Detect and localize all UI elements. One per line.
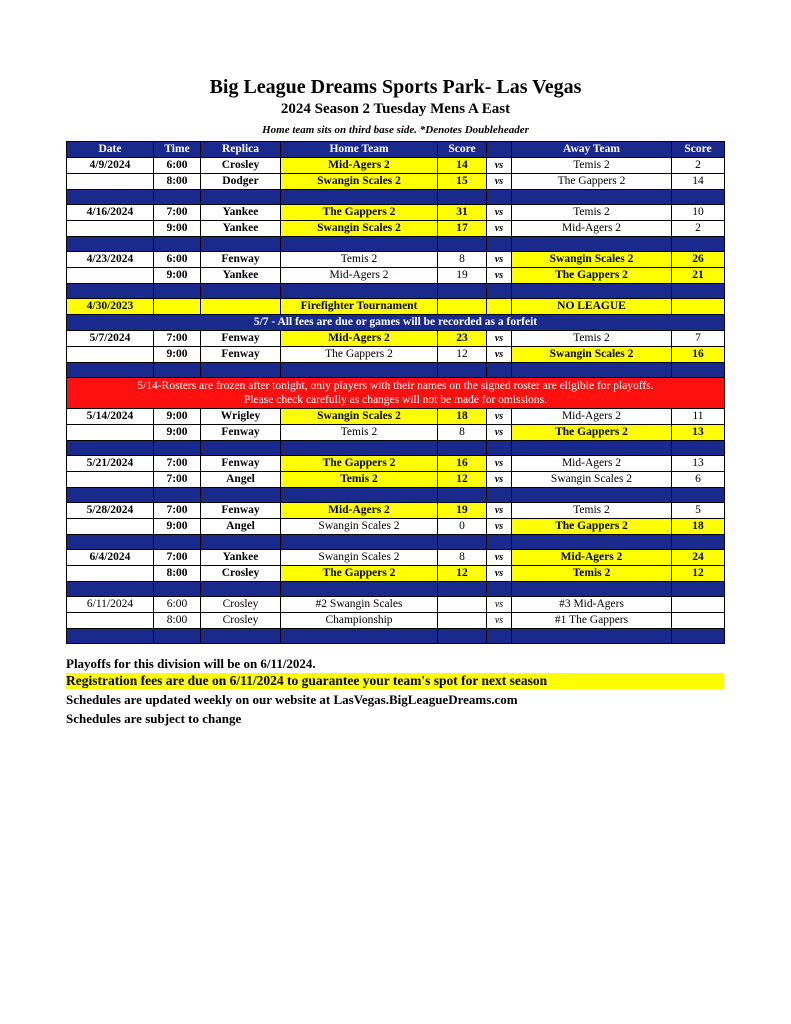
separator-cell	[281, 441, 438, 456]
away-score: 11	[672, 409, 725, 425]
home-score: 16	[438, 456, 487, 472]
game-replica: Angel	[201, 519, 281, 535]
separator-cell	[672, 582, 725, 597]
game-row	[67, 613, 725, 629]
separator-cell	[438, 629, 487, 644]
away-score: 6	[672, 472, 725, 488]
separator-cell	[67, 488, 154, 503]
game-row	[67, 550, 725, 566]
separator-cell	[201, 284, 281, 299]
page-title: Big League Dreams Sports Park- Las Vegas	[209, 76, 582, 98]
away-score: 13	[672, 425, 725, 441]
website-note: Schedules are updated weekly on our website at LasVegas.BigLeagueDreams.com	[66, 692, 518, 707]
game-row	[67, 221, 725, 237]
separator-cell	[67, 441, 154, 456]
separator-cell	[281, 488, 438, 503]
separator-cell	[438, 441, 487, 456]
separator-cell	[487, 237, 512, 252]
game-date	[67, 566, 154, 582]
separator-row	[67, 582, 725, 597]
vs-label: vs	[487, 174, 512, 190]
game-replica: Fenway	[201, 331, 281, 347]
home-team: Mid-Agers 2	[281, 503, 438, 519]
separator-row	[67, 535, 725, 550]
col-header-home-score: Score	[438, 142, 487, 158]
game-date: 6/11/2024	[67, 597, 154, 613]
away-score: 10	[672, 205, 725, 221]
separator-row	[67, 190, 725, 205]
separator-cell	[201, 582, 281, 597]
separator-cell	[672, 629, 725, 644]
separator-cell	[281, 284, 438, 299]
separator-cell	[438, 190, 487, 205]
away-team: Temis 2	[512, 331, 672, 347]
game-row	[67, 519, 725, 535]
separator-cell	[154, 190, 201, 205]
separator-cell	[154, 363, 201, 378]
game-row	[67, 252, 725, 268]
separator-cell	[67, 190, 154, 205]
separator-cell	[438, 363, 487, 378]
game-replica: Crosley	[201, 597, 281, 613]
separator-cell	[672, 535, 725, 550]
page-subtitle: 2024 Season 2 Tuesday Mens A East	[280, 101, 511, 117]
separator-cell	[154, 535, 201, 550]
separator-cell	[487, 629, 512, 644]
separator-cell	[67, 629, 154, 644]
separator-cell	[154, 629, 201, 644]
home-score: 8	[438, 425, 487, 441]
game-replica: Yankee	[201, 205, 281, 221]
away-score: 14	[672, 174, 725, 190]
tournament-event: Firefighter Tournament	[281, 299, 438, 315]
separator-row	[67, 237, 725, 252]
away-score: 7	[672, 331, 725, 347]
separator-cell	[487, 488, 512, 503]
game-date	[67, 221, 154, 237]
separator-cell	[201, 441, 281, 456]
game-replica: Crosley	[201, 158, 281, 174]
home-score: 8	[438, 550, 487, 566]
header-row	[67, 142, 725, 158]
separator-cell	[512, 582, 672, 597]
col-header-date: Date	[67, 142, 154, 158]
home-team: Swangin Scales 2	[281, 519, 438, 535]
home-score: 18	[438, 409, 487, 425]
away-team: Swangin Scales 2	[512, 252, 672, 268]
game-time: 9:00	[154, 519, 201, 535]
separator-cell	[154, 441, 201, 456]
away-score: 18	[672, 519, 725, 535]
away-team: Mid-Agers 2	[512, 550, 672, 566]
home-score: 17	[438, 221, 487, 237]
away-score: 21	[672, 268, 725, 284]
away-team: Mid-Agers 2	[512, 409, 672, 425]
home-score: 19	[438, 503, 487, 519]
game-row	[67, 268, 725, 284]
away-team: The Gappers 2	[512, 519, 672, 535]
home-score: 15	[438, 174, 487, 190]
roster-warning	[67, 378, 725, 409]
separator-cell	[512, 441, 672, 456]
vs-label: vs	[487, 425, 512, 441]
game-replica: Fenway	[201, 503, 281, 519]
home-team: The Gappers 2	[281, 566, 438, 582]
separator-cell	[512, 190, 672, 205]
fees-notice-row	[67, 315, 725, 331]
vs-label: vs	[487, 456, 512, 472]
empty-cell	[201, 299, 281, 315]
game-replica: Angel	[201, 472, 281, 488]
separator-cell	[438, 237, 487, 252]
separator-cell	[512, 363, 672, 378]
game-row	[67, 566, 725, 582]
game-date: 4/16/2024	[67, 205, 154, 221]
separator-cell	[487, 535, 512, 550]
home-team: The Gappers 2	[281, 456, 438, 472]
game-replica: Fenway	[201, 456, 281, 472]
separator-cell	[438, 535, 487, 550]
game-time: 9:00	[154, 425, 201, 441]
vs-label: vs	[487, 472, 512, 488]
empty-cell	[438, 299, 487, 315]
empty-cell	[154, 299, 201, 315]
separator-cell	[281, 363, 438, 378]
separator-cell	[438, 582, 487, 597]
vs-label: vs	[487, 268, 512, 284]
away-team: #3 Mid-Agers	[512, 597, 672, 613]
separator-cell	[672, 441, 725, 456]
home-score: 31	[438, 205, 487, 221]
separator-cell	[154, 237, 201, 252]
separator-cell	[281, 190, 438, 205]
home-score: 23	[438, 331, 487, 347]
col-header-vs	[487, 142, 512, 158]
separator-cell	[281, 535, 438, 550]
schedule-note: Home team sits on third base side. *Denotes Doubleheader	[262, 124, 529, 136]
game-row	[67, 503, 725, 519]
away-team: Temis 2	[512, 503, 672, 519]
home-team: The Gappers 2	[281, 347, 438, 363]
away-score: 26	[672, 252, 725, 268]
separator-cell	[67, 363, 154, 378]
vs-label: vs	[487, 158, 512, 174]
schedule-table	[66, 141, 725, 644]
tournament-row	[67, 299, 725, 315]
game-time: 9:00	[154, 221, 201, 237]
home-team: Temis 2	[281, 472, 438, 488]
home-team: Swangin Scales 2	[281, 550, 438, 566]
game-date	[67, 613, 154, 629]
separator-cell	[487, 582, 512, 597]
game-row	[67, 347, 725, 363]
home-score: 0	[438, 519, 487, 535]
separator-cell	[201, 190, 281, 205]
away-team: #1 The Gappers	[512, 613, 672, 629]
vs-label: vs	[487, 331, 512, 347]
playoffs-note: Playoffs for this division will be on 6/11/2024.	[66, 656, 316, 671]
fees-notice: 5/7 - All fees are due or games will be recorded as a forfeit	[67, 315, 725, 331]
game-row	[67, 472, 725, 488]
game-date	[67, 519, 154, 535]
separator-cell	[672, 284, 725, 299]
game-row	[67, 597, 725, 613]
away-team: The Gappers 2	[512, 268, 672, 284]
vs-label: vs	[487, 221, 512, 237]
game-replica: Yankee	[201, 268, 281, 284]
away-score: 16	[672, 347, 725, 363]
away-team: Swangin Scales 2	[512, 347, 672, 363]
home-team: Mid-Agers 2	[281, 268, 438, 284]
game-replica: Crosley	[201, 566, 281, 582]
separator-cell	[512, 488, 672, 503]
away-team: The Gappers 2	[512, 425, 672, 441]
game-date: 5/21/2024	[67, 456, 154, 472]
away-team: Swangin Scales 2	[512, 472, 672, 488]
home-score: 19	[438, 268, 487, 284]
game-time: 9:00	[154, 268, 201, 284]
separator-cell	[281, 629, 438, 644]
separator-cell	[281, 237, 438, 252]
game-row	[67, 409, 725, 425]
game-row	[67, 456, 725, 472]
home-team: Swangin Scales 2	[281, 409, 438, 425]
game-time: 7:00	[154, 472, 201, 488]
game-row	[67, 425, 725, 441]
schedule-body	[67, 142, 725, 644]
no-league-label: NO LEAGUE	[512, 299, 672, 315]
game-date	[67, 425, 154, 441]
game-row	[67, 331, 725, 347]
separator-cell	[281, 582, 438, 597]
separator-cell	[672, 237, 725, 252]
game-date	[67, 174, 154, 190]
game-replica: Wrigley	[201, 409, 281, 425]
game-time: 8:00	[154, 613, 201, 629]
game-time: 6:00	[154, 158, 201, 174]
home-team: The Gappers 2	[281, 205, 438, 221]
away-score: 24	[672, 550, 725, 566]
away-score: 13	[672, 456, 725, 472]
col-header-away-team: Away Team	[512, 142, 672, 158]
away-team: Temis 2	[512, 566, 672, 582]
separator-cell	[154, 582, 201, 597]
home-team: Swangin Scales 2	[281, 221, 438, 237]
game-date	[67, 268, 154, 284]
home-team: Mid-Agers 2	[281, 158, 438, 174]
vs-label: vs	[487, 613, 512, 629]
vs-label: vs	[487, 519, 512, 535]
game-date: 5/14/2024	[67, 409, 154, 425]
roster-warning-line-1: 5/14-Rosters are frozen after tonight, only players with their names on the signed roster are eligible for playoffs.	[137, 380, 654, 392]
home-team: Temis 2	[281, 425, 438, 441]
separator-cell	[672, 190, 725, 205]
game-date	[67, 347, 154, 363]
separator-row	[67, 441, 725, 456]
away-score: 2	[672, 158, 725, 174]
home-team: #2 Swangin Scales	[281, 597, 438, 613]
game-time: 8:00	[154, 174, 201, 190]
separator-cell	[487, 441, 512, 456]
separator-cell	[672, 363, 725, 378]
away-team: Mid-Agers 2	[512, 221, 672, 237]
game-replica: Crosley	[201, 613, 281, 629]
separator-row	[67, 363, 725, 378]
separator-cell	[201, 237, 281, 252]
game-time: 6:00	[154, 597, 201, 613]
game-row	[67, 158, 725, 174]
vs-label: vs	[487, 347, 512, 363]
game-date: 4/9/2024	[67, 158, 154, 174]
col-header-home-team: Home Team	[281, 142, 438, 158]
roster-warning-row	[67, 378, 725, 409]
home-team: Swangin Scales 2	[281, 174, 438, 190]
game-date: 4/23/2024	[67, 252, 154, 268]
away-team: Mid-Agers 2	[512, 456, 672, 472]
roster-warning-line-2: Please check carefully as changes will not be made for omissions.	[243, 394, 548, 406]
home-score	[438, 613, 487, 629]
away-team: Temis 2	[512, 205, 672, 221]
game-replica: Yankee	[201, 550, 281, 566]
separator-cell	[154, 488, 201, 503]
separator-cell	[67, 284, 154, 299]
home-score	[438, 597, 487, 613]
separator-cell	[512, 237, 672, 252]
separator-cell	[67, 582, 154, 597]
vs-label: vs	[487, 205, 512, 221]
separator-cell	[67, 535, 154, 550]
separator-cell	[487, 284, 512, 299]
game-date: 6/4/2024	[67, 550, 154, 566]
game-row	[67, 205, 725, 221]
vs-label: vs	[487, 503, 512, 519]
home-score: 8	[438, 252, 487, 268]
game-time: 9:00	[154, 409, 201, 425]
home-score: 14	[438, 158, 487, 174]
registration-note: Registration fees are due on 6/11/2024 to guarantee your team's spot for next season	[66, 673, 724, 689]
separator-cell	[438, 488, 487, 503]
game-row	[67, 174, 725, 190]
game-replica: Dodger	[201, 174, 281, 190]
away-score: 12	[672, 566, 725, 582]
away-team: Temis 2	[512, 158, 672, 174]
game-replica: Fenway	[201, 252, 281, 268]
home-team: Mid-Agers 2	[281, 331, 438, 347]
game-replica: Fenway	[201, 425, 281, 441]
away-score: 2	[672, 221, 725, 237]
game-time: 7:00	[154, 205, 201, 221]
game-time: 8:00	[154, 566, 201, 582]
col-header-time: Time	[154, 142, 201, 158]
separator-cell	[201, 488, 281, 503]
vs-label: vs	[487, 252, 512, 268]
separator-cell	[201, 535, 281, 550]
separator-row	[67, 488, 725, 503]
separator-cell	[512, 284, 672, 299]
separator-cell	[438, 284, 487, 299]
separator-cell	[512, 629, 672, 644]
away-score	[672, 597, 725, 613]
separator-cell	[672, 488, 725, 503]
change-note: Schedules are subject to change	[66, 711, 242, 726]
game-time: 7:00	[154, 503, 201, 519]
game-time: 7:00	[154, 331, 201, 347]
separator-cell	[201, 629, 281, 644]
vs-label: vs	[487, 409, 512, 425]
vs-label: vs	[487, 566, 512, 582]
game-replica: Yankee	[201, 221, 281, 237]
separator-cell	[154, 284, 201, 299]
separator-cell	[487, 190, 512, 205]
separator-cell	[201, 363, 281, 378]
game-date: 5/28/2024	[67, 503, 154, 519]
game-date: 5/7/2024	[67, 331, 154, 347]
game-time: 7:00	[154, 550, 201, 566]
home-team: Championship	[281, 613, 438, 629]
game-date	[67, 472, 154, 488]
game-replica: Fenway	[201, 347, 281, 363]
separator-row	[67, 284, 725, 299]
tournament-date: 4/30/2023	[67, 299, 154, 315]
col-header-replica: Replica	[201, 142, 281, 158]
home-team: Temis 2	[281, 252, 438, 268]
empty-cell	[672, 299, 725, 315]
vs-label: vs	[487, 550, 512, 566]
away-team: The Gappers 2	[512, 174, 672, 190]
away-score: 5	[672, 503, 725, 519]
separator-row	[67, 629, 725, 644]
separator-cell	[487, 363, 512, 378]
separator-cell	[67, 237, 154, 252]
separator-cell	[512, 535, 672, 550]
empty-cell	[487, 299, 512, 315]
away-score	[672, 613, 725, 629]
home-score: 12	[438, 472, 487, 488]
vs-label: vs	[487, 597, 512, 613]
col-header-away-score: Score	[672, 142, 725, 158]
game-time: 7:00	[154, 456, 201, 472]
home-score: 12	[438, 566, 487, 582]
home-score: 12	[438, 347, 487, 363]
game-time: 6:00	[154, 252, 201, 268]
game-time: 9:00	[154, 347, 201, 363]
